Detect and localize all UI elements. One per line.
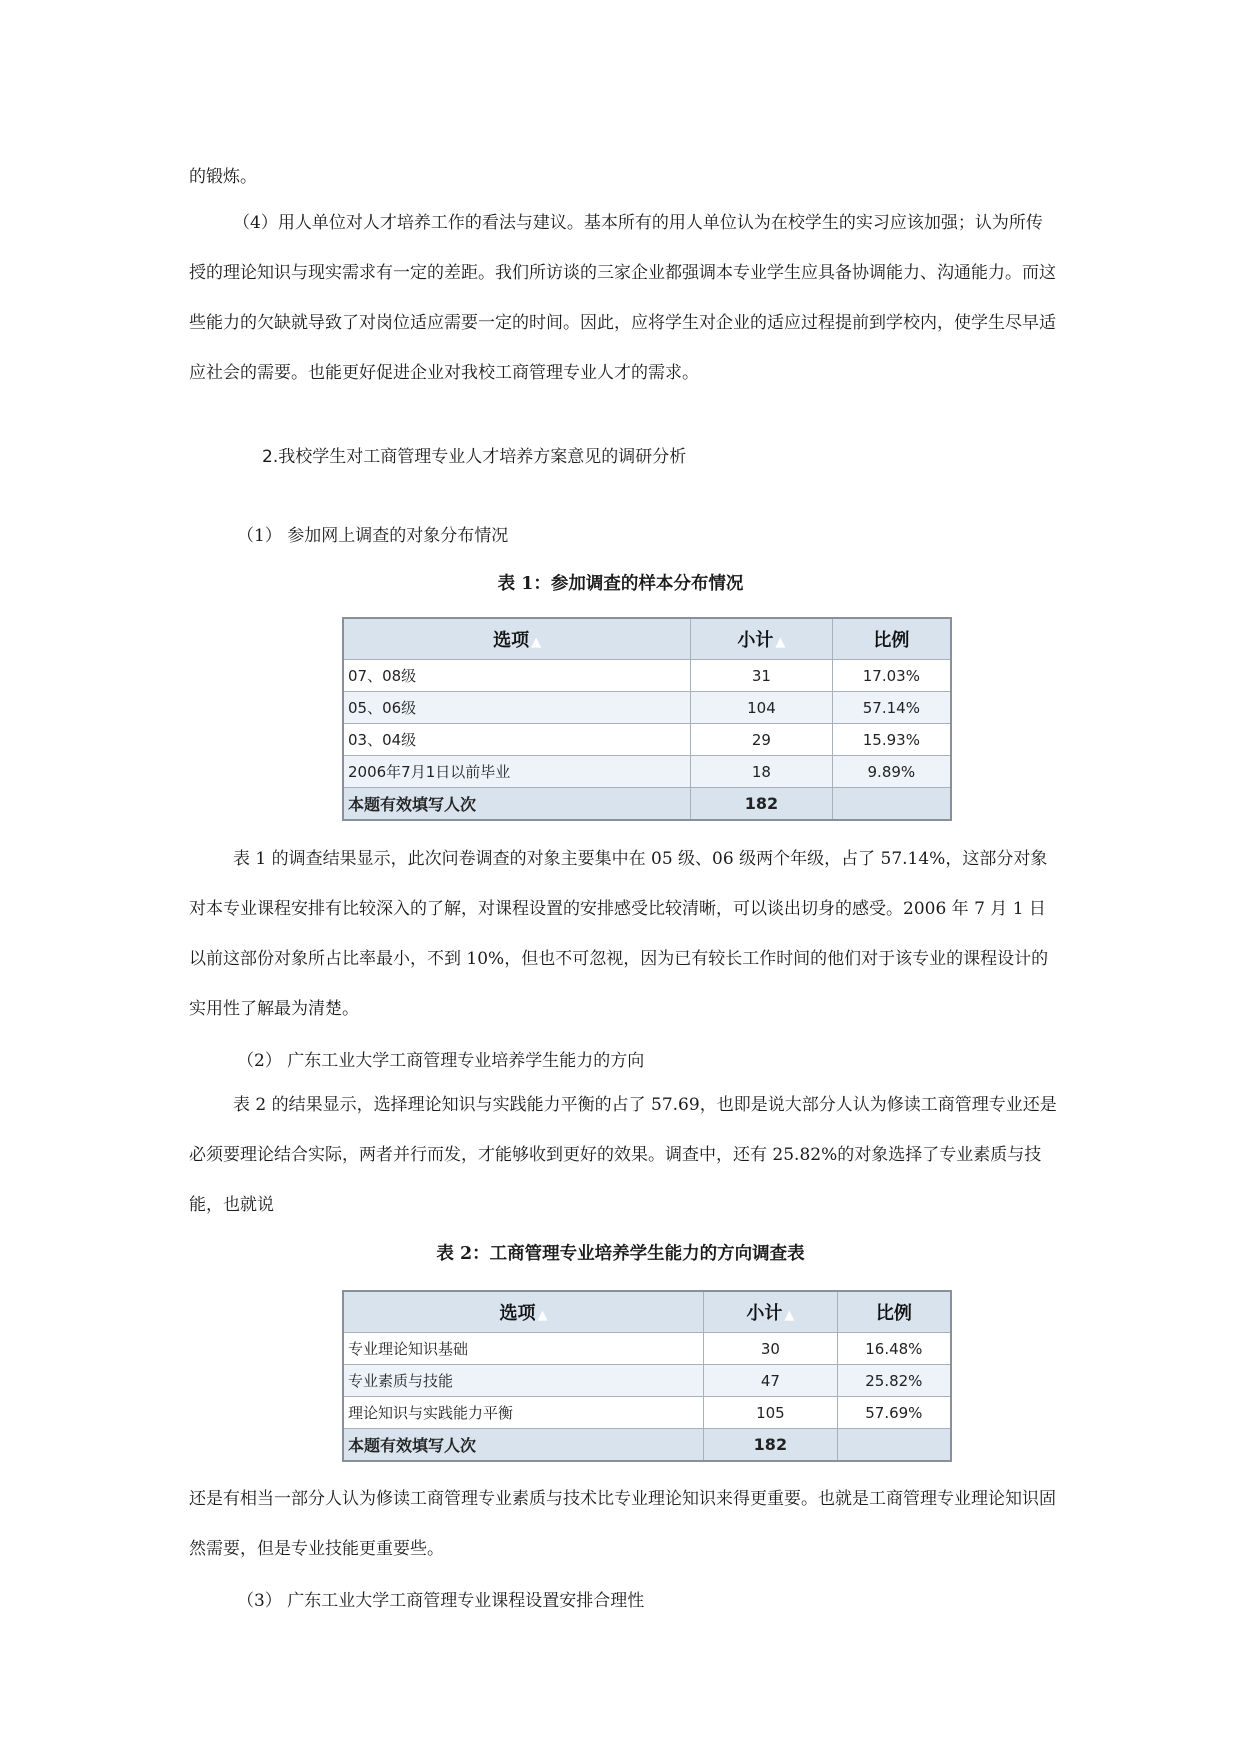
section-heading-2: 2.我校学生对工商管理专业人才培养方案意见的调研分析 <box>262 447 687 467</box>
table-row <box>343 1397 951 1429</box>
table-row <box>343 1333 951 1365</box>
ratio-cell: 16.48% <box>837 1333 951 1365</box>
ratio-cell: 57.69% <box>837 1397 951 1429</box>
table-row <box>343 660 951 692</box>
column-header-ratio: 比例 <box>832 618 951 660</box>
table1-caption: 表 1：参加调查的样本分布情况 <box>497 574 744 594</box>
table-row <box>343 1365 951 1397</box>
total-ratio-cell <box>837 1429 951 1462</box>
count-cell: 31 <box>691 660 833 692</box>
total-count-cell: 182 <box>704 1429 838 1462</box>
option-cell: 专业理论知识基础 <box>343 1333 704 1365</box>
column-header-option[interactable]: 选项 ▲ <box>343 618 691 660</box>
total-ratio-cell <box>832 788 951 821</box>
ratio-cell: 57.14% <box>832 692 951 724</box>
paragraph-table2-intro: 表 2 的结果显示，选择理论知识与实践能力平衡的占了 57.69，也即是说大部分人认为修读工商管理专业还是必须要理论结合实际，两者并行而发，才能够收到更好的效果。调查中，还有 25.82%的对象选择了专业素质与技能，也就说 <box>189 1095 1057 1215</box>
option-cell: 2006年7月1日以前毕业 <box>343 756 691 788</box>
table2 <box>342 1290 952 1462</box>
total-count-cell: 182 <box>691 788 833 821</box>
column-header-ratio: 比例 <box>837 1291 951 1333</box>
paragraph-table1-analysis: 表 1 的调查结果显示，此次问卷调查的对象主要集中在 05 级、06 级两个年级，占了 57.14%，这部分对象对本专业课程安排有比较深入的了解，对课程设置的安排感受比较清晰，可以谈出切身的感受。2006 年 7 月 1 日以前这部份对象所占比率最小，不到 10%，但也不可忽视，因为已有较长工作时间的他们对于该专业的课程设计的实用性了解最为清楚。 <box>189 849 1049 1019</box>
column-header-option[interactable]: 选项 ▲ <box>343 1291 704 1333</box>
sort-arrow-icon[interactable]: ▲ <box>784 1308 795 1323</box>
table2-caption: 表 2：工商管理专业培养学生能力的方向调查表 <box>436 1244 805 1264</box>
table-row <box>343 724 951 756</box>
count-cell: 18 <box>691 756 833 788</box>
option-cell: 07、08级 <box>343 660 691 692</box>
table-total-row <box>343 1429 951 1462</box>
table1 <box>342 617 952 821</box>
total-label-cell: 本题有效填写人次 <box>343 788 691 821</box>
table-row <box>343 692 951 724</box>
table1-header-row <box>343 618 951 660</box>
column-header-count[interactable]: 小计 ▲ <box>704 1291 838 1333</box>
table2-header-row <box>343 1291 951 1333</box>
total-label-cell: 本题有效填写人次 <box>343 1429 704 1462</box>
subheading-2: （2） 广东工业大学工商管理专业培养学生能力的方向 <box>237 1051 645 1071</box>
paragraph-table2-continuation: 还是有相当一部分人认为修读工商管理专业素质与技术比专业理论知识来得更重要。也就是工商管理专业理论知识固然需要，但是专业技能更重要些。 <box>189 1489 1056 1559</box>
paragraph-employer-feedback: （4）用人单位对人才培养工作的看法与建议。基本所有的用人单位认为在校学生的实习应该加强；认为所传授的理论知识与现实需求有一定的差距。我们所访谈的三家企业都强调本专业学生应具备协调能力、沟通能力。而这些能力的欠缺就导致了对岗位适应需要一定的时间。因此，应将学生对企业的适应过程提前到学校内，使学生尽早适应社会的需要。也能更好促进企业对我校工商管理专业人才的需求。 <box>189 213 1056 383</box>
top-text-fragment: 的锻炼。 <box>189 167 257 187</box>
ratio-cell: 9.89% <box>832 756 951 788</box>
count-cell: 104 <box>691 692 833 724</box>
option-cell: 05、06级 <box>343 692 691 724</box>
ratio-cell: 17.03% <box>832 660 951 692</box>
count-cell: 30 <box>704 1333 838 1365</box>
table-row <box>343 756 951 788</box>
subheading-1: （1） 参加网上调查的对象分布情况 <box>237 526 509 546</box>
count-cell: 47 <box>704 1365 838 1397</box>
sort-arrow-icon[interactable]: ▲ <box>531 635 542 650</box>
ratio-cell: 15.93% <box>832 724 951 756</box>
sort-arrow-icon[interactable]: ▲ <box>775 635 786 650</box>
option-cell: 专业素质与技能 <box>343 1365 704 1397</box>
column-header-count[interactable]: 小计 ▲ <box>691 618 833 660</box>
ratio-cell: 25.82% <box>837 1365 951 1397</box>
sort-arrow-icon[interactable]: ▲ <box>537 1308 548 1323</box>
table-total-row <box>343 788 951 821</box>
option-cell: 理论知识与实践能力平衡 <box>343 1397 704 1429</box>
subheading-3: （3） 广东工业大学工商管理专业课程设置安排合理性 <box>237 1591 645 1611</box>
count-cell: 105 <box>704 1397 838 1429</box>
count-cell: 29 <box>691 724 833 756</box>
option-cell: 03、04级 <box>343 724 691 756</box>
